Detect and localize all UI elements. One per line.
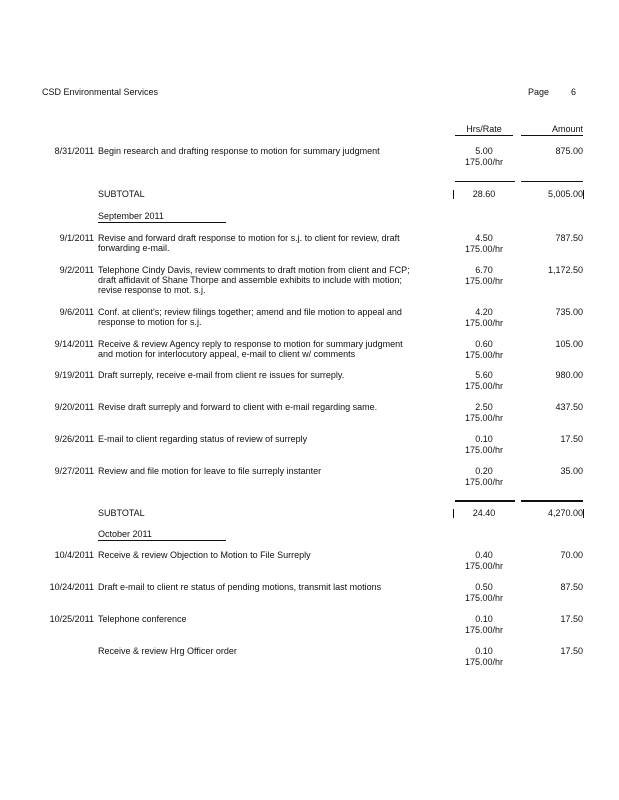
- subtotal-bracket: [453, 190, 454, 199]
- page-label: Page: [528, 87, 550, 97]
- entry-date: 9/1/2011: [59, 233, 94, 243]
- entry-hours: 2.50: [475, 402, 493, 412]
- subtotal-rule: [521, 500, 583, 502]
- entry-rate: 175.00/hr: [464, 445, 504, 455]
- entry-amount: 17.50: [560, 614, 583, 624]
- entry-date: 9/27/2011: [54, 466, 94, 476]
- company-name: CSD Environmental Services: [42, 87, 159, 97]
- entry-description: Conf. at client's; review filings together; amend and file motion to appeal and: [98, 307, 402, 317]
- entry-description: forwarding e-mail.: [98, 243, 170, 253]
- entry-description: Receive & review Objection to Motion to File Surreply: [98, 550, 311, 560]
- entry-description: Telephone conference: [98, 614, 187, 624]
- entry-rate: 175.00/hr: [464, 276, 504, 286]
- entry-hours: 0.50: [475, 582, 493, 592]
- entry-description: revise response to mot. s.j.: [98, 285, 206, 295]
- subtotal-label: SUBTOTAL: [98, 189, 145, 199]
- entry-amount: 787.50: [555, 233, 583, 243]
- entry-date: 10/25/2011: [49, 614, 94, 624]
- entry-description: and motion for interlocutory appeal, e-mail to client w/ comments: [98, 349, 356, 359]
- page-number: 6: [571, 87, 577, 97]
- entry-hours: 0.40: [475, 550, 493, 560]
- entry-hours: 0.20: [475, 466, 493, 476]
- subtotal-label: SUBTOTAL: [98, 508, 145, 518]
- entry-rate: 175.00/hr: [464, 625, 504, 635]
- entry-rate: 175.00/hr: [464, 593, 504, 603]
- entry-description: Review and file motion for leave to file surreply instanter: [98, 466, 322, 476]
- entry-hours: 4.20: [475, 307, 493, 317]
- entry-description: Revise and forward draft response to motion for s.j. to client for review, draft: [98, 233, 400, 243]
- entry-description: Revise draft surreply and forward to client with e-mail regarding same.: [98, 402, 378, 412]
- entry-date: 9/14/2011: [54, 339, 94, 349]
- hrs-rate-header: Hrs/Rate: [455, 124, 513, 136]
- entry-date: 9/19/2011: [54, 370, 94, 380]
- entry-rate: 175.00/hr: [464, 561, 504, 571]
- entry-description: Receive & review Agency reply to response to motion for summary judgment: [98, 339, 403, 349]
- entry-hours: 4.50: [475, 233, 493, 243]
- subtotal-bracket: [453, 509, 454, 518]
- entry-hours: 0.10: [475, 646, 493, 656]
- entry-amount: 70.00: [560, 550, 583, 560]
- entry-amount: 735.00: [555, 307, 583, 317]
- entry-amount: 437.50: [555, 402, 583, 412]
- entry-rate: 175.00/hr: [464, 657, 504, 667]
- month-heading-september: September 2011: [98, 211, 226, 223]
- entry-rate: 175.00/hr: [464, 318, 504, 328]
- subtotal-bracket: [583, 190, 584, 199]
- entry-rate: 175.00/hr: [464, 477, 504, 487]
- entry-description: Draft surreply, receive e-mail from client re issues for surreply.: [98, 370, 345, 380]
- subtotal-hours: 28.60: [472, 189, 496, 199]
- entry-amount: 17.50: [560, 434, 583, 444]
- entry-hours: 5.00: [475, 146, 493, 156]
- subtotal-rule: [455, 500, 515, 502]
- subtotal-amount: 4,270.00: [547, 508, 583, 518]
- entry-description: E-mail to client regarding status of review of surreply: [98, 434, 308, 444]
- entry-rate: 175.00/hr: [464, 157, 504, 167]
- entry-rate: 175.00/hr: [464, 350, 504, 360]
- subtotal-hours: 24.40: [472, 508, 496, 518]
- subtotal-bracket: [583, 509, 584, 518]
- entry-date: 9/26/2011: [54, 434, 94, 444]
- entry-rate: 175.00/hr: [464, 413, 504, 423]
- entry-description: Begin research and drafting response to motion for summary judgment: [98, 146, 380, 156]
- subtotal-amount: 5,005.00: [547, 189, 583, 199]
- entry-hours: 0.10: [475, 434, 493, 444]
- entry-description: Draft e-mail to client re status of pending motions, transmit last motions: [98, 582, 382, 592]
- entry-description: Receive & review Hrg Officer order: [98, 646, 237, 656]
- entry-date: 9/20/2011: [54, 402, 94, 412]
- month-heading-october: October 2011: [98, 529, 226, 541]
- amount-header: Amount: [521, 124, 583, 136]
- entry-rate: 175.00/hr: [464, 381, 504, 391]
- subtotal-rule: [521, 181, 583, 182]
- entry-amount: 87.50: [560, 582, 583, 592]
- entry-amount: 1,172.50: [547, 265, 583, 275]
- entry-hours: 6.70: [475, 265, 493, 275]
- entry-hours: 0.60: [475, 339, 493, 349]
- entry-date: 10/24/2011: [49, 582, 94, 592]
- entry-amount: 105.00: [555, 339, 583, 349]
- entry-date: 9/2/2011: [59, 265, 94, 275]
- entry-description: response to motion for s.j.: [98, 317, 202, 327]
- entry-amount: 875.00: [555, 146, 583, 156]
- entry-date: 10/4/2011: [54, 550, 94, 560]
- entry-rate: 175.00/hr: [464, 244, 504, 254]
- entry-date: 9/6/2011: [59, 307, 94, 317]
- entry-description: draft affidavit of Shane Thorpe and assemble exhibits to include with motion;: [98, 275, 402, 285]
- entry-hours: 5.60: [475, 370, 493, 380]
- entry-amount: 980.00: [555, 370, 583, 380]
- entry-date: 8/31/2011: [54, 146, 94, 156]
- entry-amount: 17.50: [560, 646, 583, 656]
- entry-amount: 35.00: [560, 466, 583, 476]
- entry-description: Telephone Cindy Davis, review comments to draft motion from client and FCP;: [98, 265, 410, 275]
- subtotal-rule: [455, 181, 515, 182]
- entry-hours: 0.10: [475, 614, 493, 624]
